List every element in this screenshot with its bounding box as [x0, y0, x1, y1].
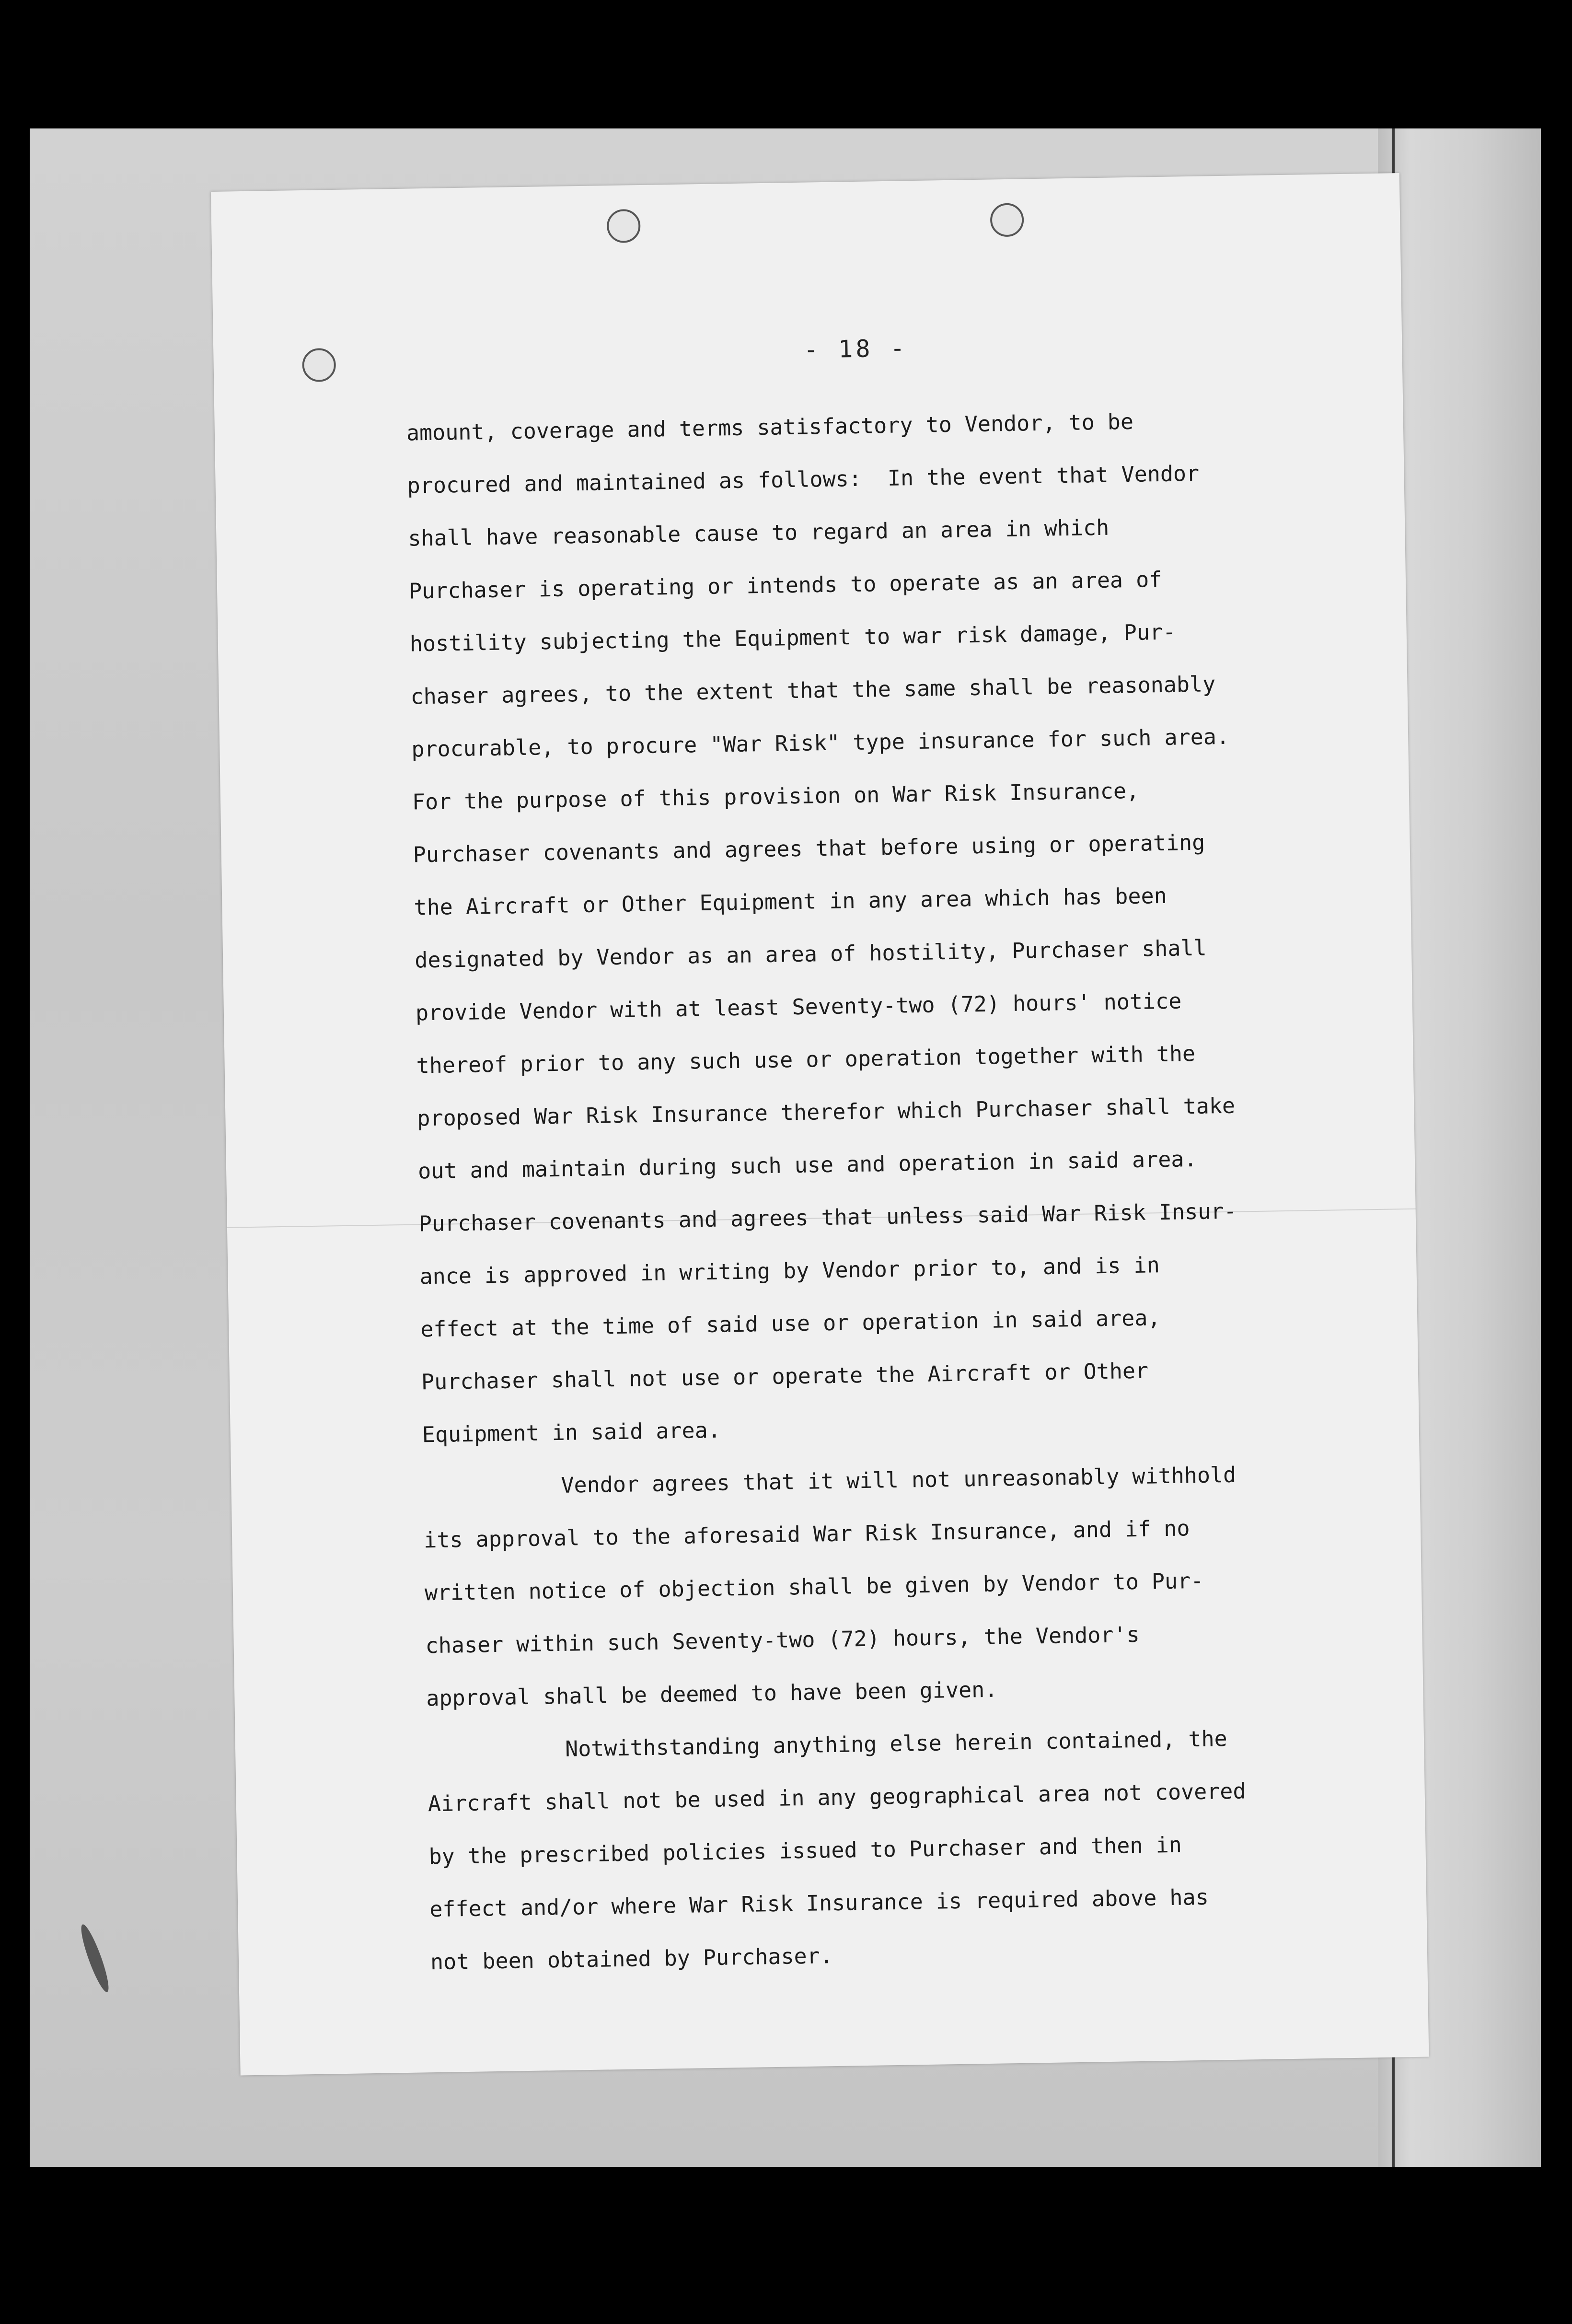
- text-line: amount, coverage and terms satisfactory to Vendor, to be: [406, 408, 1134, 446]
- text-line: approval shall be deemed to have been given.: [426, 1676, 998, 1711]
- page-number: - 18 -: [803, 334, 908, 364]
- text-line: effect and/or where War Risk Insurance is required above has: [429, 1884, 1209, 1922]
- text-line: Aircraft shall not be used in any geographical area not covered: [428, 1778, 1246, 1817]
- text-line: not been obtained by Purchaser.: [430, 1943, 833, 1975]
- text-line: Purchaser shall not use or operate the Aircraft or Other: [421, 1358, 1149, 1395]
- text-line: the Aircraft or Other Equipment in any area which has been: [414, 883, 1167, 920]
- text-line: written notice of objection shall be given by Vendor to Pur-: [424, 1568, 1204, 1606]
- text-line: Vendor agrees that it will not unreasonably withhold: [561, 1462, 1237, 1498]
- text-line: Purchaser covenants and agrees that unless said War Risk Insur-: [418, 1198, 1237, 1237]
- text-line: its approval to the aforesaid War Risk Insurance, and if no: [423, 1515, 1190, 1553]
- text-line: procured and maintained as follows: In the event that Vendor: [407, 460, 1200, 499]
- text-line: chaser within such Seventy-two (72) hours, the Vendor's: [425, 1621, 1140, 1659]
- text-line: Equipment in said area.: [422, 1417, 721, 1448]
- text-line: ance is approved in writing by Vendor prior to, and is in: [419, 1252, 1160, 1290]
- text-line: effect at the time of said use or operation in said area,: [420, 1305, 1161, 1342]
- document-page: [211, 173, 1429, 2075]
- text-line: proposed War Risk Insurance therefor which Purchaser shall take: [416, 1092, 1236, 1131]
- body-text: [406, 393, 1351, 1989]
- text-line: For the purpose of this provision on War Risk Insurance,: [412, 778, 1140, 815]
- text-line: designated by Vendor as an area of hostility, Purchaser shall: [414, 935, 1207, 973]
- text-line: Purchaser covenants and agrees that before using or operating: [413, 829, 1205, 868]
- text-line: shall have reasonable cause to regard an area in which: [407, 514, 1110, 551]
- text-line: thereof prior to any such use or operation together with the: [416, 1040, 1196, 1079]
- text-line: out and maintain during such use and operation in said area.: [417, 1146, 1197, 1184]
- punch-hole: [302, 348, 336, 382]
- text-line: chaser agrees, to the extent that the same shall be reasonably: [410, 671, 1216, 709]
- text-line: procurable, to procure "War Risk" type insurance for such area.: [411, 723, 1230, 762]
- text-line: by the prescribed policies issued to Purchaser and then in: [428, 1832, 1182, 1870]
- punch-hole: [990, 203, 1024, 237]
- text-line: provide Vendor with at least Seventy-two (72) hours' notice: [415, 988, 1182, 1026]
- text-line: Purchaser is operating or intends to operate as an area of: [408, 566, 1162, 604]
- text-line: hostility subjecting the Equipment to war risk damage, Pur-: [409, 619, 1176, 657]
- punch-hole: [607, 209, 641, 243]
- text-line: Notwithstanding anything else herein contained, the: [565, 1726, 1228, 1762]
